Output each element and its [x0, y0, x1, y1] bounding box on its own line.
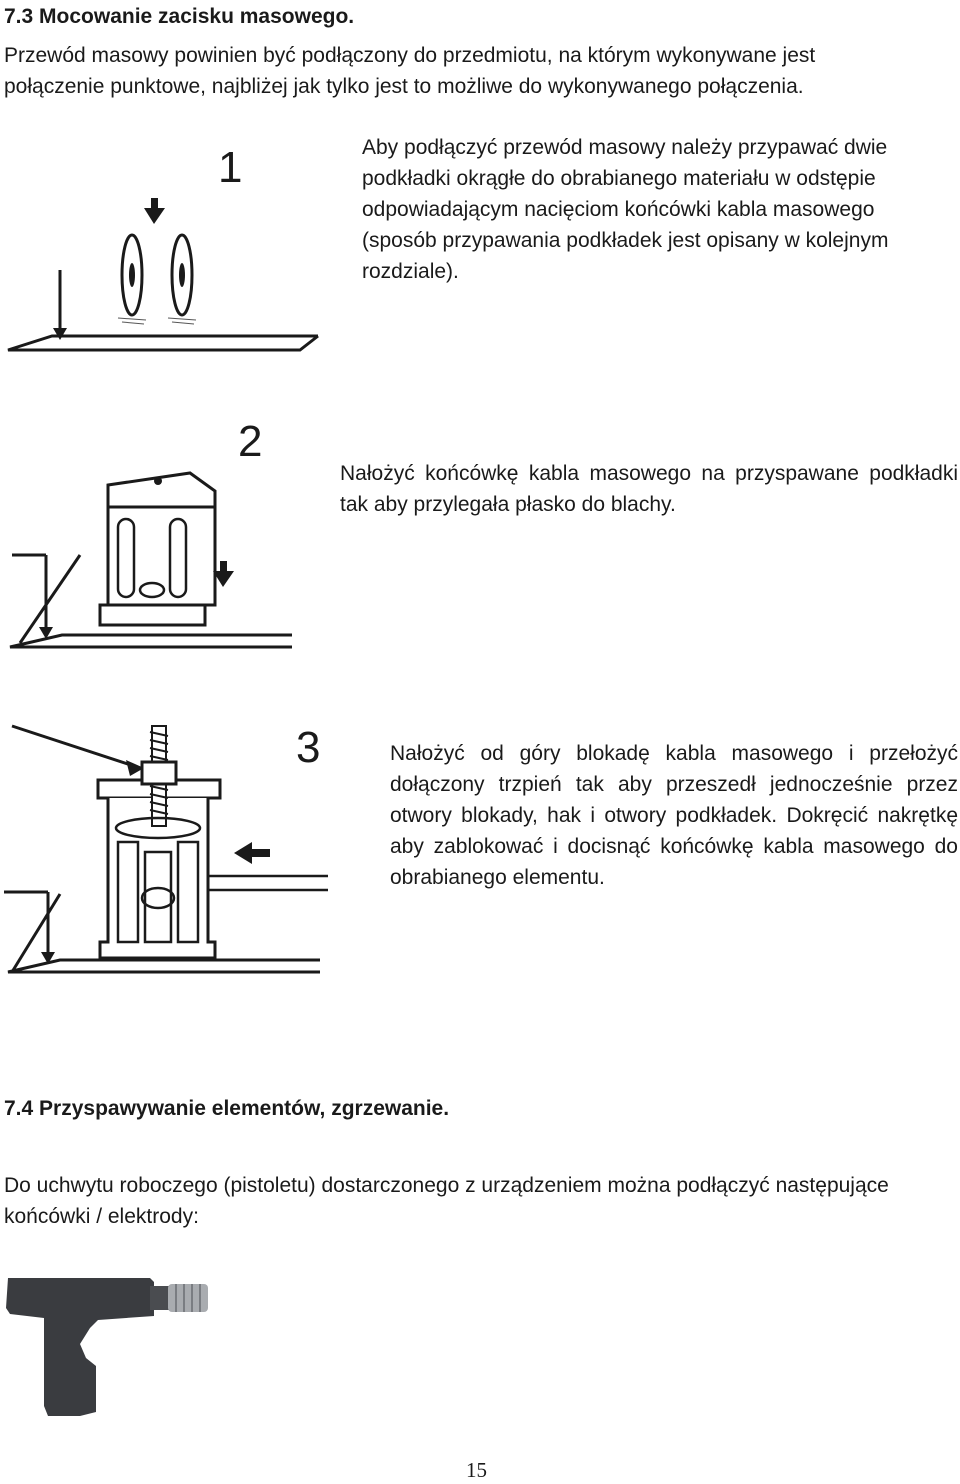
- clamp-lock-figure: [0, 722, 330, 977]
- step-text-1: Aby podłączyć przewód masowy należy przypawać dwie podkładki okrągłe do obrabianego materiału w odstępie odpowiadającym nacięciom końcówki kabla masowego (sposób przypawania podkładek jest opisany w kolejnym rozdziale).: [362, 136, 889, 283]
- washers-welding-figure: [0, 190, 330, 360]
- step-number-3: 3: [296, 723, 321, 772]
- cable-lug-figure: [0, 455, 300, 655]
- step-text-3: Nałożyć od góry blokadę kabla masowego i przełożyć dołączony trzpień tak aby przeszedł jednocześnie przez otwory blokady, hak i otwory podkładek. Dokręcić nakrętkę aby zablokować i docisnąć końcówkę kabla masowego do obrabianego elementu.: [390, 742, 958, 889]
- section-intro: Przewód masowy powinien być podłączony do przedmiotu, na którym wykonywane jest połączenie punktowe, najbliżej jak tylko jest to możliwe do wykonywanego połączenia.: [4, 44, 816, 98]
- step-number-1: 1: [218, 143, 243, 192]
- page-number: 15: [466, 1458, 487, 1482]
- step-number-2: 2: [238, 417, 263, 466]
- section-intro: Do uchwytu roboczego (pistoletu) dostarczonego z urządzeniem można podłączyć następujące końcówki / elektrody:: [4, 1174, 889, 1228]
- section-heading: 7.4 Przyspawywanie elementów, zgrzewanie.: [4, 1097, 450, 1120]
- section-heading: 7.3 Mocowanie zacisku masowego.: [4, 5, 355, 28]
- step-text-2: Nałożyć końcówkę kabla masowego na przyspawane podkładki tak aby przylegała płasko do blachy.: [340, 462, 958, 516]
- welding-gun-figure: [0, 1274, 220, 1424]
